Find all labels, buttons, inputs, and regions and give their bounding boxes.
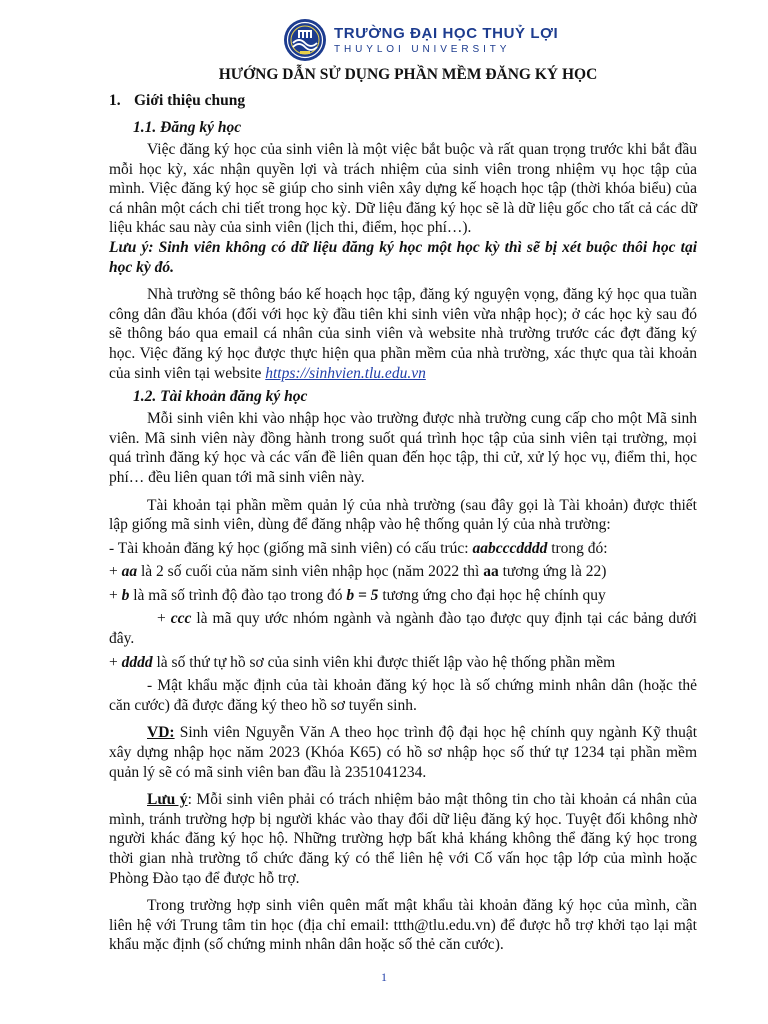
document-title: HƯỚNG DẪN SỬ DỤNG PHẦN MỀM ĐĂNG KÝ HỌC	[218, 66, 598, 83]
university-logo	[283, 18, 558, 62]
university-name: TRƯỜNG ĐẠI HỌC THUỶ LỢI	[334, 24, 559, 42]
code-aa: aa	[121, 563, 138, 581]
structure-suffix: trong đó:	[547, 539, 608, 557]
example-label: VD:	[147, 724, 175, 742]
example-paragraph	[109, 723, 697, 782]
item-text: là số thứ tự hồ sơ của sinh viên khi được thiết lập vào hệ thống phần mềm	[152, 653, 616, 671]
list-item-aa	[109, 562, 697, 582]
student-portal-link[interactable]: https://sinhvien.tlu.edu.vn	[265, 364, 426, 382]
item-text: tương ứng là 22)	[498, 563, 607, 581]
university-name-en: THUYLOI UNIVERSITY	[334, 43, 511, 55]
list-item-dddd	[109, 653, 697, 673]
structure-text: - Tài khoản đăng ký học (giống mã sinh viên) có cấu trúc:	[109, 539, 473, 557]
list-bullet: +	[109, 563, 122, 581]
list-item-b	[109, 586, 697, 606]
list-bullet: +	[109, 653, 122, 671]
subsection-heading-1-2: 1.2. Tài khoản đăng ký học	[133, 388, 308, 406]
paragraph-registration-process	[109, 285, 697, 383]
note-text: : Mỗi sinh viên phải có trách nhiệm bảo mật thông tin cho tài khoản cá nhân của mình, tránh trường hợp bị người khác vào thay đổi dữ liệu đăng ký học. Tuyệt đối không nhờ người khác đăng ký học hộ. Những trường hợp bất khả kháng không thể đăng ký học trong thời gian nhà trường tổ chức đăng ký có thể liên hệ với Cố vấn học tập lớp của mình hoặc Phòng Đào tạo để được hỗ trợ.	[109, 791, 697, 887]
list-item-ccc	[109, 609, 697, 648]
code-dddd: dddd	[121, 653, 153, 671]
code-ccc: ccc	[170, 610, 192, 628]
code-b-equals: b = 5	[346, 586, 379, 604]
university-emblem-icon	[283, 18, 327, 62]
note-paragraph	[109, 790, 697, 888]
structure-code: aabcccdddd	[472, 539, 548, 557]
document-body	[109, 91, 697, 955]
warning-paragraph: Lưu ý: Sinh viên không có dữ liệu đăng ký học một học kỳ thì sẽ bị xét buộc thôi học tại học kỳ đó.	[109, 238, 697, 276]
paragraph-registration-intro: Việc đăng ký học của sinh viên là một việc bắt buộc và rất quan trọng trước khi bắt đầu mỗi học kỳ, xác nhận quyền lợi và trách nhiệm của sinh viên trong nhiệm vụ học tập của mình. Việc đăng ký học sẽ giúp cho sinh viên xây dựng kế hoạch học tập (thời khóa biểu) của cá nhân một cách chi tiết trong học kỳ. Dữ liệu đăng ký học sẽ là dữ liệu gốc cho tất cả các dữ liệu khác sau này của sinh viên (lịch thi, điểm, học phí…).	[109, 141, 697, 237]
section-number: 1.	[109, 92, 121, 109]
paragraph-account: Tài khoản tại phần mềm quản lý của nhà trường (sau đây gọi là Tài khoản) được thiết lập giống mã sinh viên, dùng để đăng nhập vào hệ thống quản lý của nhà trường:	[109, 496, 697, 534]
code-aa-bold: aa	[483, 563, 499, 581]
page-number: 1	[381, 970, 387, 984]
item-text: là 2 số cuối của năm sinh viên nhập học (năm 2022 thì	[137, 563, 484, 581]
paragraph-default-password: - Mật khẩu mặc định của tài khoản đăng ký học là số chứng minh nhân dân (hoặc thẻ căn cước) đã được đăng ký theo hồ sơ tuyển sinh.	[109, 677, 697, 714]
section-title: Giới thiệu chung	[134, 92, 246, 109]
account-structure-line	[109, 539, 697, 559]
section-heading-1	[109, 91, 697, 111]
paragraph-text: Nhà trường sẽ thông báo kế hoạch học tập, đăng ký nguyện vọng, đăng ký học qua tuần công dân đầu khóa (đối với học kỳ đầu tiên khi sinh viên vừa nhập học); ở các học kỳ sau đó sẽ thông báo qua email cá nhân của sinh viên và website nhà trường trước các đợt đăng ký học. Việc đăng ký học được thực hiện qua phần mềm của nhà trường, xác thực qua tài khoản của sinh viên tại website	[109, 286, 697, 382]
item-text: tương ứng cho đại học hệ chính quy	[378, 586, 606, 604]
list-bullet: +	[157, 610, 171, 628]
note-label: Lưu ý	[147, 791, 188, 809]
subsection-heading-1-1: 1.1. Đăng ký học	[133, 119, 242, 136]
list-bullet: +	[109, 586, 122, 604]
item-text: là mã quy ước nhóm ngành và ngành đào tạo được quy định tại các bảng dưới đây.	[109, 610, 697, 648]
example-text: Sinh viên Nguyễn Văn A theo học trình độ đại học hệ chính quy ngành Kỹ thuật xây dựng nhập học năm 2023 (Khóa K65) có hồ sơ nhập học số thứ tự 1234 tại phần mềm quản lý sẽ có mã sinh viên ban đầu là 2351041234.	[109, 724, 697, 781]
paragraph-forgot-password: Trong trường hợp sinh viên quên mất mật khẩu tài khoản đăng ký học của mình, cần liên hệ với Trung tâm tin học (địa chỉ email: ttth@tlu.edu.vn) để được hỗ trợ khởi tạo lại mật khẩu mặc định (số chứng minh nhân dân hoặc số thẻ căn cước).	[109, 897, 697, 954]
paragraph-student-id: Mỗi sinh viên khi vào nhập học vào trường được nhà trường cung cấp cho một Mã sinh viên. Mã sinh viên này đồng hành trong suốt quá trình học tập của sinh viên tại trường, mọi quá trình đăng ký học và các vấn đề liên quan đến học tập, thi cử, xử lý học vụ, điểm thi, học phí… đều liên quan tới mã sinh viên này.	[109, 410, 697, 486]
code-b: b	[121, 586, 130, 604]
item-text: là mã số trình độ đào tạo trong đó	[129, 586, 347, 604]
